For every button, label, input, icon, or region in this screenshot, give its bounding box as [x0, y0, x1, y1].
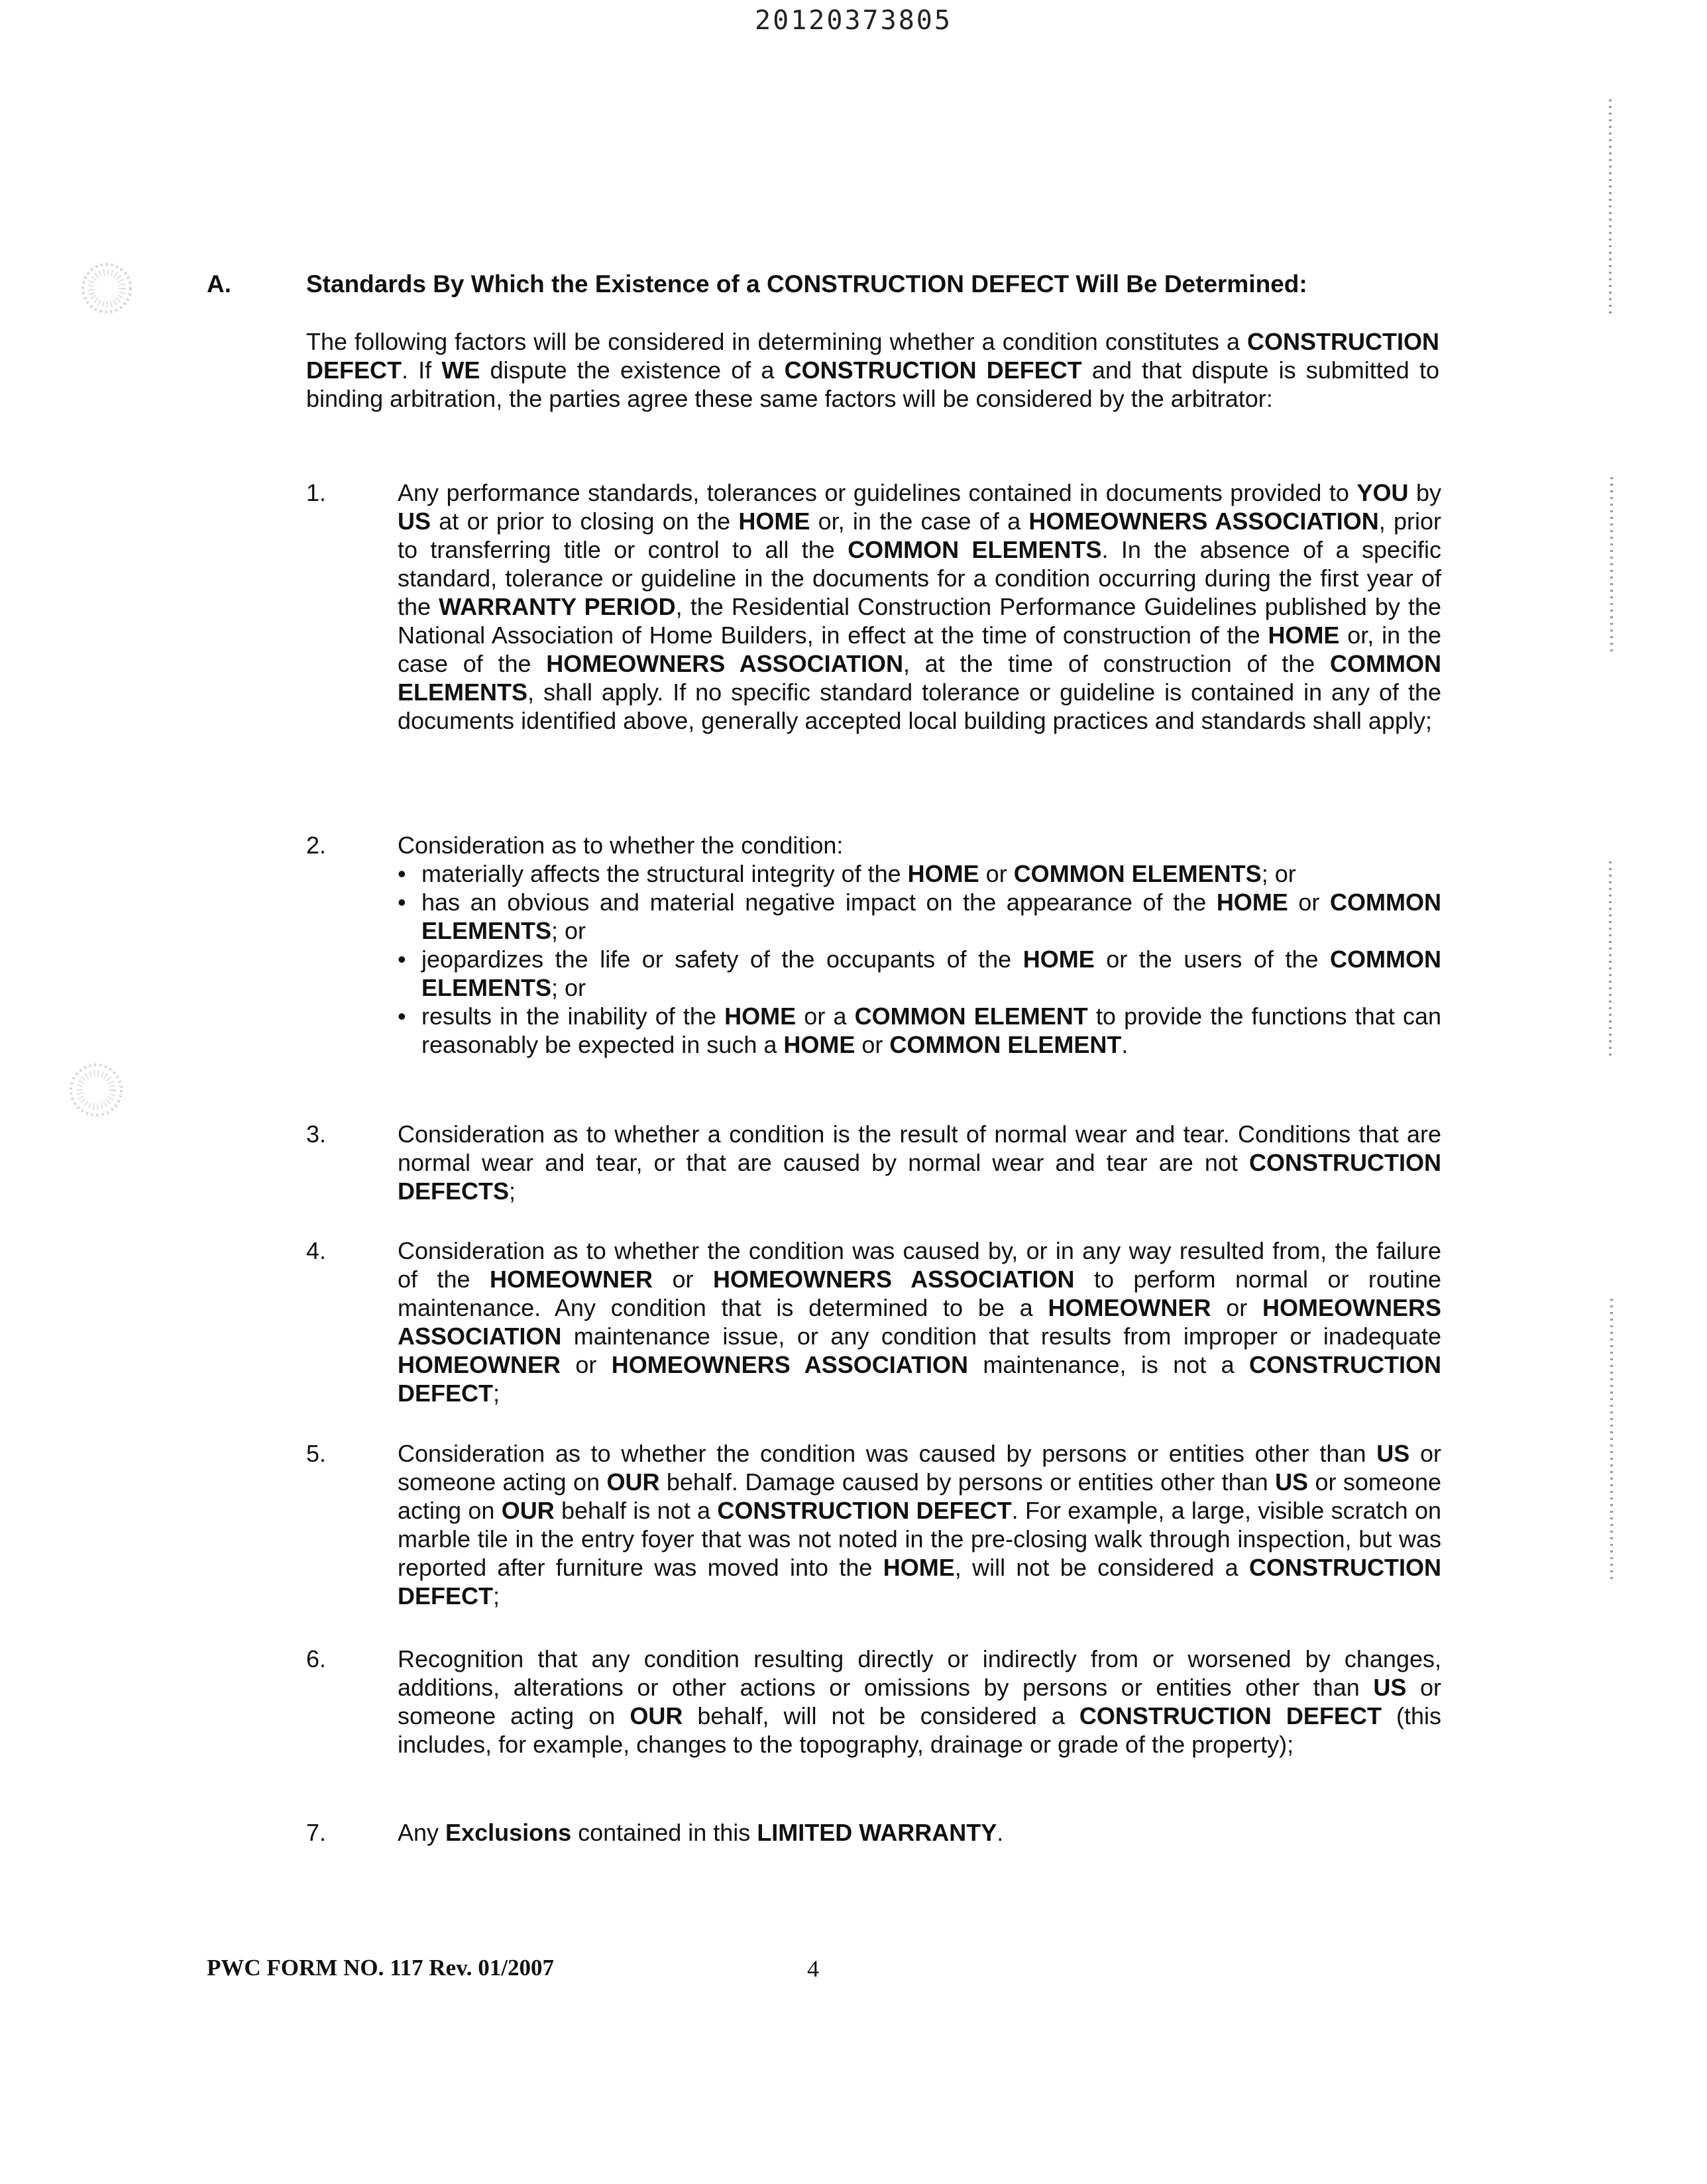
list-item [398, 831, 1441, 1059]
bullet-text: jeopardizes the life or safety of the occupants of the HOME or the users of the COMMON ELEMENTS; or [421, 946, 1441, 1001]
defined-term: Exclusions [445, 1819, 572, 1846]
list-item: Consideration as to whether a condition is the result of normal wear and tear. Conditions that are normal wear and tear, or that are caused by normal wear and tear are not CONSTRUCTION DEFECTS; [398, 1120, 1441, 1205]
intro-paragraph: The following factors will be considered in determining whether a condition constitutes a CONSTRUCTION DEFECT. If WE dispute the existence of a CONSTRUCTION DEFECT and that dispute is submitted to binding arbitration, the parties agree these same factors will be considered by the arbitrator: [306, 328, 1439, 412]
scan-edge-dots-1 [1609, 99, 1612, 318]
list-item-lead: Consideration as to whether the condition: [398, 832, 844, 859]
defined-term: CONSTRUCTION DEFECT [398, 1554, 1441, 1610]
defined-term: HOME [724, 1003, 797, 1030]
defined-term: WE [441, 356, 480, 384]
bullet-item [398, 888, 1441, 945]
defined-term: HOME [1216, 889, 1288, 916]
scan-edge-dots-2 [1610, 477, 1613, 656]
defined-term: COMMON ELEMENTS [848, 536, 1102, 563]
defined-term: HOME [1022, 946, 1095, 973]
defined-term: HOMEOWNERS ASSOCIATION [611, 1351, 969, 1378]
defined-term: COMMON ELEMENT [889, 1031, 1122, 1058]
hole-punch-mark-bottom [66, 1060, 126, 1120]
footer-form-number: PWC FORM NO. 117 Rev. 01/2007 [207, 1955, 554, 1981]
bullet-dot: • [398, 860, 406, 887]
item-number: 6. [306, 1645, 327, 1672]
defined-term: COMMON ELEMENTS [421, 889, 1441, 944]
list-item: Consideration as to whether the condition was caused by, or in any way resulted from, the failure of the HOMEOWNER or HOMEOWNERS ASSOCIATION to perform normal or routine maintenance. Any condition that is determined to be a HOMEOWNER or HOMEOWNERS ASSOCIATION maintenance issue, or any condition that results from improper or inadequate HOMEOWNER or HOMEOWNERS ASSOCIATION maintenance, is not a CONSTRUCTION DEFECT; [398, 1237, 1442, 1407]
defined-term: CONSTRUCTION DEFECT [398, 1351, 1441, 1407]
list-item: Any performance standards, tolerances or guidelines contained in documents provided to YOU by US at or prior to closing on the HOME or, in the case of a HOMEOWNERS ASSOCIATION, prior to transferring title or control to all the COMMON ELEMENTS. In the absence of a specific standard, tolerance or guideline in the documents for a condition occurring during the first year of the WARRANTY PERIOD, the Residential Construction Performance Guidelines published by the National Association of Home Builders, in effect at the time of construction of the HOME or, in the case of the HOMEOWNERS ASSOCIATION, at the time of construction of the COMMON ELEMENTS, shall apply. If no specific standard tolerance or guideline is contained in any of the documents identified above, generally accepted local building practices and standards shall apply; [398, 479, 1442, 734]
defined-term: HOMEOWNERS ASSOCIATION [546, 650, 903, 677]
defined-term: HOME [883, 1554, 955, 1581]
defined-term: CONSTRUCTION DEFECT [717, 1497, 1012, 1524]
defined-term: HOMEOWNER [490, 1266, 653, 1293]
defined-term: COMMON ELEMENTS [1013, 860, 1262, 887]
defined-term: HOMEOWNERS ASSOCIATION [712, 1266, 1075, 1293]
defined-term: CONSTRUCTION DEFECTS [398, 1149, 1441, 1205]
item-number: 1. [306, 479, 327, 506]
defined-term: WARRANTY PERIOD [439, 593, 676, 620]
defined-term: HOME [907, 860, 979, 887]
defined-term: OUR [630, 1702, 683, 1729]
list-item: Consideration as to whether the condition was caused by persons or entities other than US or someone acting on OUR behalf. Damage caused by persons or entities other than US or someone acting on OUR behalf is not a CONSTRUCTION DEFECT. For example, a large, visible scratch on marble tile in the entry foyer that was not noted in the pre-closing walk through inspection, but was reported after furniture was moved into the HOME, will not be considered a CONSTRUCTION DEFECT; [398, 1440, 1442, 1610]
document-number: 20120373805 [755, 5, 952, 36]
defined-term: HOME [783, 1031, 855, 1058]
defined-term: US [1373, 1674, 1407, 1701]
list-item: Any Exclusions contained in this LIMITED WARRANTY. [398, 1819, 1004, 1846]
bullet-text: results in the inability of the HOME or a COMMON ELEMENT to provide the functions that can reasonably be expected in such a HOME or COMMON ELEMENT. [421, 1003, 1442, 1058]
page-number: 4 [807, 1955, 819, 1982]
defined-term: HOMEOWNER [398, 1351, 561, 1378]
bullet-dot: • [398, 1003, 406, 1030]
section-heading: Standards By Which the Existence of a CONSTRUCTION DEFECT Will Be Determined: [306, 270, 1307, 298]
item-number: 2. [306, 832, 327, 859]
bullet-item [398, 945, 1441, 1002]
defined-term: CONSTRUCTION DEFECT [306, 328, 1439, 384]
defined-term: HOMEOWNER [1048, 1294, 1211, 1321]
bullet-text: has an obvious and material negative impact on the appearance of the HOME or COMMON ELEMENTS; or [421, 889, 1441, 944]
defined-term: COMMON ELEMENTS [398, 650, 1441, 706]
defined-term: HOMEOWNERS ASSOCIATION [1028, 508, 1379, 535]
defined-term: US [1376, 1440, 1410, 1467]
bullet-item [398, 1002, 1441, 1059]
defined-term: US [1275, 1468, 1309, 1496]
defined-term: OUR [501, 1497, 555, 1524]
item-number: 3. [306, 1120, 327, 1148]
scan-edge-dots-3 [1609, 861, 1612, 1060]
item-number: 7. [306, 1819, 327, 1846]
bullet-dot: • [398, 946, 406, 973]
bullet-dot: • [398, 889, 406, 916]
bullet-list [398, 859, 1441, 1059]
defined-term: CONSTRUCTION DEFECT [784, 356, 1082, 384]
scan-edge-dots-4 [1610, 1299, 1613, 1584]
defined-term: HOME [738, 508, 810, 535]
defined-term: OUR [606, 1468, 660, 1496]
item-number: 4. [306, 1237, 327, 1264]
section-letter: A. [207, 270, 231, 298]
bullet-text: materially affects the structural integrity of the HOME or COMMON ELEMENTS; or [421, 860, 1296, 887]
item-number: 5. [306, 1440, 327, 1467]
bullet-item [398, 859, 1441, 888]
hole-punch-mark-top [78, 260, 135, 317]
defined-term: LIMITED WARRANTY [757, 1819, 997, 1846]
defined-term: YOU [1356, 479, 1409, 506]
defined-term: CONSTRUCTION DEFECT [1079, 1702, 1382, 1729]
defined-term: COMMON ELEMENTS [421, 946, 1441, 1001]
defined-term: HOMEOWNERS ASSOCIATION [398, 1294, 1441, 1350]
list-item: Recognition that any condition resulting directly or indirectly from or worsened by changes, additions, alterations or other actions or omissions by persons or entities other than US or someone acting on OUR behalf, will not be considered a CONSTRUCTION DEFECT (this includes, for example, changes to the topography, drainage or grade of the property); [398, 1645, 1441, 1758]
defined-term: US [398, 508, 431, 535]
defined-term: COMMON ELEMENT [854, 1003, 1088, 1030]
defined-term: HOME [1268, 622, 1340, 649]
